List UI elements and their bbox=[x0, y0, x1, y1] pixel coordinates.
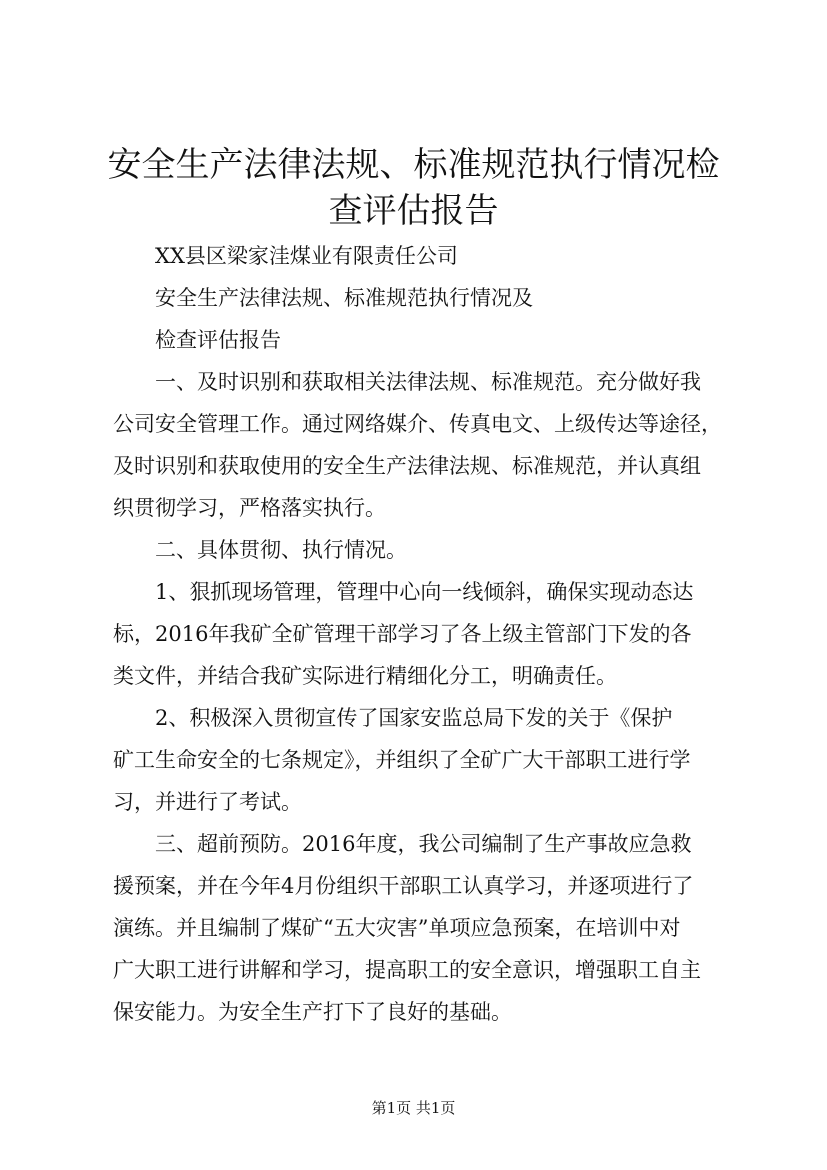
paragraph-line: 矿工生命安全的七条规定》，并组织了全矿广大干部职工进行学 bbox=[113, 748, 691, 772]
document-title: 安全生产法律法规、标准规范执行情况检查评估报告 bbox=[107, 145, 720, 231]
paragraph-line: 标，2016年我矿全矿管理干部学习了各上级主管部门下发的各 bbox=[113, 622, 692, 646]
report-subtitle-line-2: 检查评估报告 bbox=[155, 328, 281, 352]
paragraph-line: 保安能力。为安全生产打下了良好的基础。 bbox=[113, 1000, 512, 1024]
report-subtitle-line-1: 安全生产法律法规、标准规范执行情况及 bbox=[155, 286, 533, 310]
paragraph-line: 演练。并且编制了煤矿“五大灾害”单项应急预案，在培训中对 bbox=[113, 916, 681, 940]
paragraph-line: 织贯彻学习，严格落实执行。 bbox=[113, 496, 386, 520]
paragraph-line: 1、狠抓现场管理，管理中心向一线倾斜，确保实现动态达 bbox=[155, 580, 694, 604]
paragraph-line: 一、及时识别和获取相关法律法规、标准规范。充分做好我 bbox=[155, 370, 701, 394]
paragraph-line: 三、超前预防。2016年度，我公司编制了生产事故应急救 bbox=[155, 832, 692, 856]
company-name-line: XX县区梁家洼煤业有限责任公司 bbox=[155, 244, 458, 268]
paragraph-line: 类文件，并结合我矿实际进行精细化分工，明确责任。 bbox=[113, 664, 617, 688]
paragraph-line: 援预案，并在今年4月份组织干部职工认真学习，并逐项进行了 bbox=[113, 874, 694, 898]
paragraph-line: 广大职工进行讲解和学习，提高职工的安全意识，增强职工自主 bbox=[113, 958, 701, 982]
paragraph-line: 2、积极深入贯彻宣传了国家安监总局下发的关于《保护 bbox=[155, 706, 673, 730]
paragraph-line: 习，并进行了考试。 bbox=[113, 790, 302, 814]
paragraph-line: 及时识别和获取使用的安全生产法律法规、标准规范，并认真组 bbox=[113, 454, 701, 478]
paragraph-line: 公司安全管理工作。通过网络媒介、传真电文、上级传达等途径， bbox=[113, 412, 722, 436]
page-footer: 第1页 共1页 bbox=[371, 1099, 456, 1117]
section-heading: 二、具体贯彻、执行情况。 bbox=[155, 538, 407, 562]
